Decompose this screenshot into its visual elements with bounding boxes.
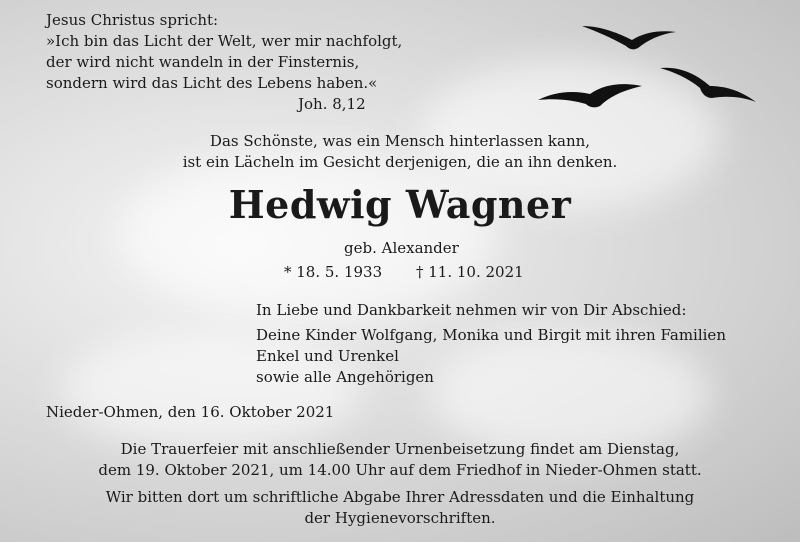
birds-icon [520,10,770,110]
bird-icon [582,26,676,49]
motto-line: ist ein Lächeln im Gesicht derjenigen, die an ihn denken. [182,153,618,171]
motto-line: Das Schönste, was ein Mensch hinterlassen kann, [209,132,591,150]
quote-line: sondern wird das Licht des Lebens haben.« [46,74,378,92]
funeral-line: dem 19. Oktober 2021, um 14.00 Uhr auf dem Friedhof in Nieder-Ohmen statt. [98,461,702,479]
maiden-name: geb. Alexander [344,239,459,257]
mourners-intro: In Liebe und Dankbarkeit nehmen wir von Dir Abschied: [256,301,687,319]
mourners-line: Deine Kinder Wolfgang, Monika und Birgit mit ihren Familien [256,326,726,344]
quote-line: der wird nicht wandeln in der Finsternis, [46,53,360,71]
birth-date: * 18. 5. 1933 [284,263,383,281]
bird-icon [538,84,642,107]
place-date: Nieder-Ohmen, den 16. Oktober 2021 [46,403,335,421]
quote-intro: Jesus Christus spricht: [46,11,219,29]
mourners-line: sowie alle Angehörigen [256,368,434,386]
quote-source: Joh. 8,12 [298,95,366,113]
deceased-name: Hedwig Wagner [228,182,572,227]
death-date: † 11. 10. 2021 [416,263,524,281]
bird-icon [660,68,756,102]
request-line: der Hygienevorschriften. [304,509,496,527]
quote-line: »Ich bin das Licht der Welt, wer mir nachfolgt, [46,32,403,50]
mourners-line: Enkel und Urenkel [256,347,399,365]
request-line: Wir bitten dort um schriftliche Abgabe Ihrer Adressdaten und die Einhaltung [105,488,695,506]
funeral-line: Die Trauerfeier mit anschließender Urnenbeisetzung findet am Dienstag, [120,440,680,458]
